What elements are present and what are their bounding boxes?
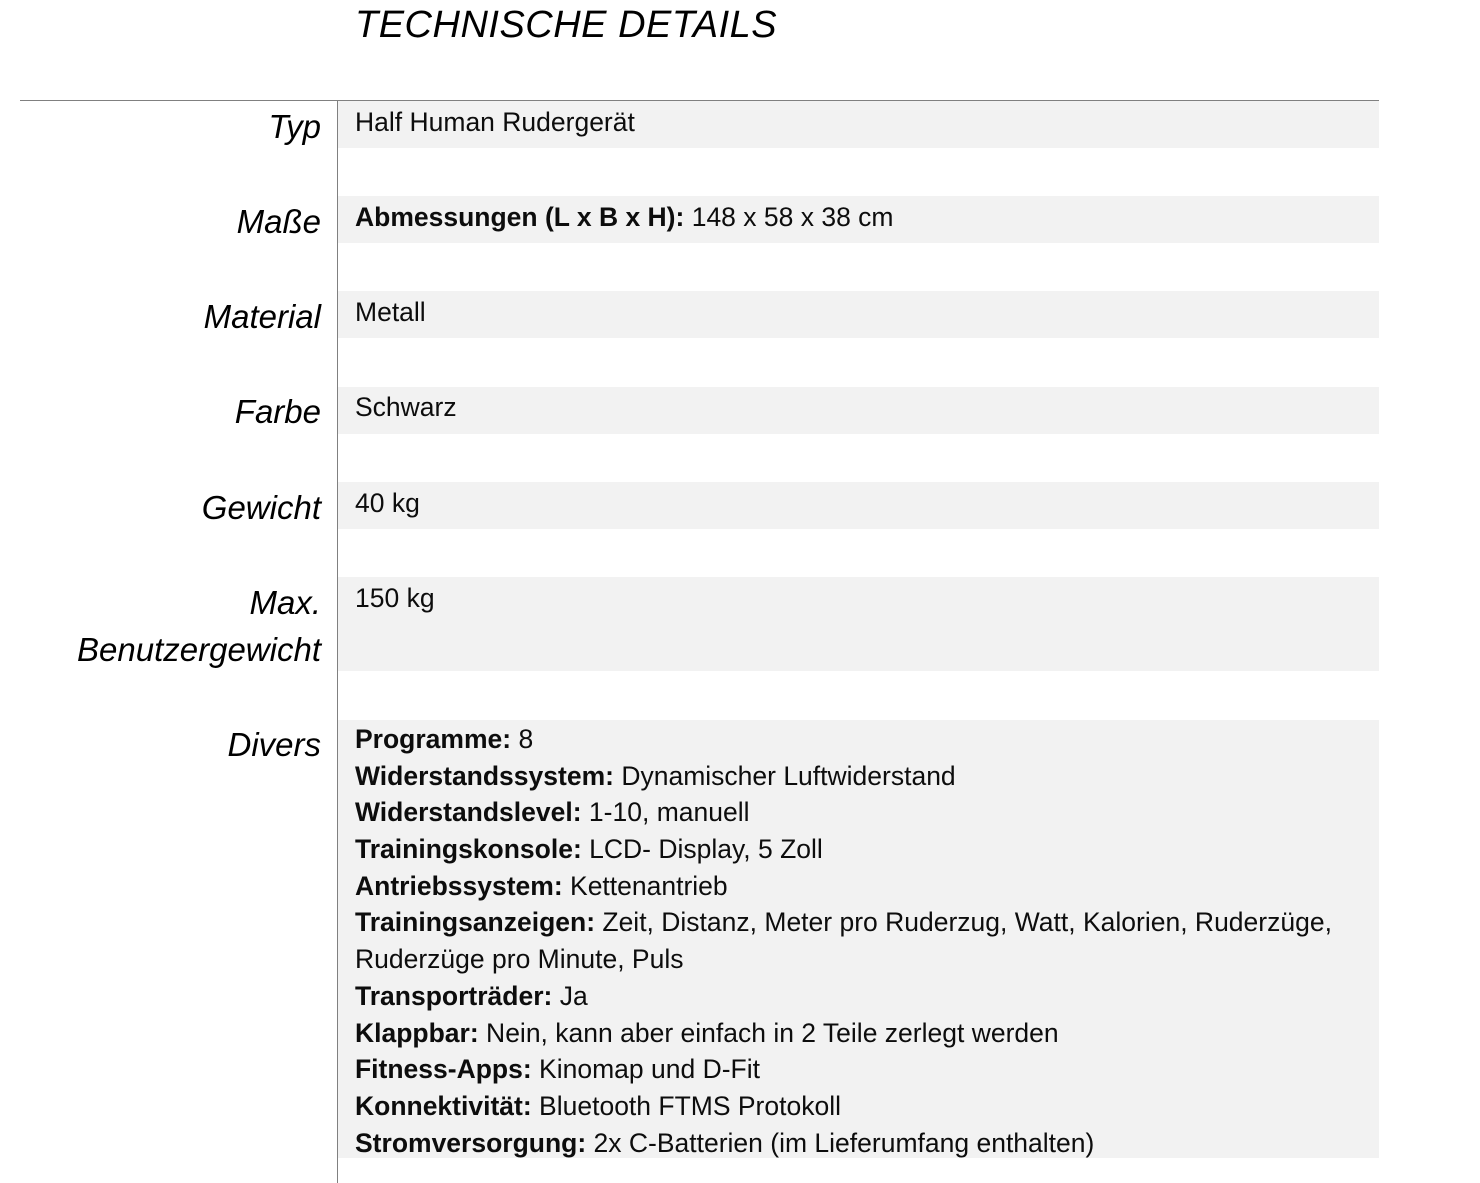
divers-item-trainingskonsole: Trainingskonsole: LCD- Display, 5 Zoll (355, 834, 823, 865)
divers-item-widerstandslevel: Widerstandslevel: 1-10, manuell (355, 797, 750, 828)
divers-item-antriebssystem: Antriebssystem: Kettenantrieb (355, 870, 728, 901)
divers-item-stromversorgung: Stromversorgung: 2x C-Batterien (im Lieferumfang enthalten) (355, 1127, 1095, 1158)
label-masse: Maße (236, 203, 321, 240)
value-masse-text: 148 x 58 x 38 cm (684, 202, 894, 232)
label-max: Max. (249, 584, 321, 621)
page-title: TECHNISCHE DETAILS (355, 4, 778, 46)
value-cell-material (338, 291, 1379, 338)
divers-item-trainingsanzeigen-cont: Ruderzüge pro Minute, Puls (355, 944, 684, 975)
label-divers: Divers (227, 726, 321, 763)
value-farbe: Schwarz (355, 392, 457, 422)
value-cell-gewicht (338, 482, 1379, 529)
label-gewicht: Gewicht (201, 489, 321, 526)
value-cell-farbe (338, 387, 1379, 434)
divers-item-konnektivitaet: Konnektivität: Bluetooth FTMS Protokoll (355, 1090, 841, 1121)
divers-item-transportraeder: Transporträder: Ja (355, 980, 588, 1011)
label-typ: Typ (268, 108, 321, 145)
value-max-benutzergewicht: 150 kg (355, 583, 435, 613)
value-gewicht: 40 kg (355, 488, 420, 518)
divers-item-trainingsanzeigen: Trainingsanzeigen: Zeit, Distanz, Meter pro Ruderzug, Watt, Kalorien, Ruderzüge, (355, 907, 1332, 938)
divers-item-programme: Programme: 8 (355, 724, 534, 754)
divers-list (355, 721, 1332, 1161)
divers-item-fitness-apps: Fitness-Apps: Kinomap und D-Fit (355, 1054, 760, 1085)
value-masse-key: Abmessungen (L x B x H): (355, 202, 685, 232)
divers-item-widerstandssystem: Widerstandssystem: Dynamischer Luftwiderstand (355, 760, 956, 791)
label-material: Material (203, 298, 321, 335)
divers-item-klappbar: Klappbar: Nein, kann aber einfach in 2 Teile zerlegt werden (355, 1017, 1059, 1048)
label-farbe: Farbe (234, 393, 321, 430)
value-typ: Half Human Rudergerät (355, 107, 635, 137)
value-material: Metall (355, 297, 426, 327)
label-benutzergewicht: Benutzergewicht (77, 631, 321, 668)
value-masse (355, 199, 894, 236)
value-cell-max-benutzergewicht (338, 577, 1379, 671)
